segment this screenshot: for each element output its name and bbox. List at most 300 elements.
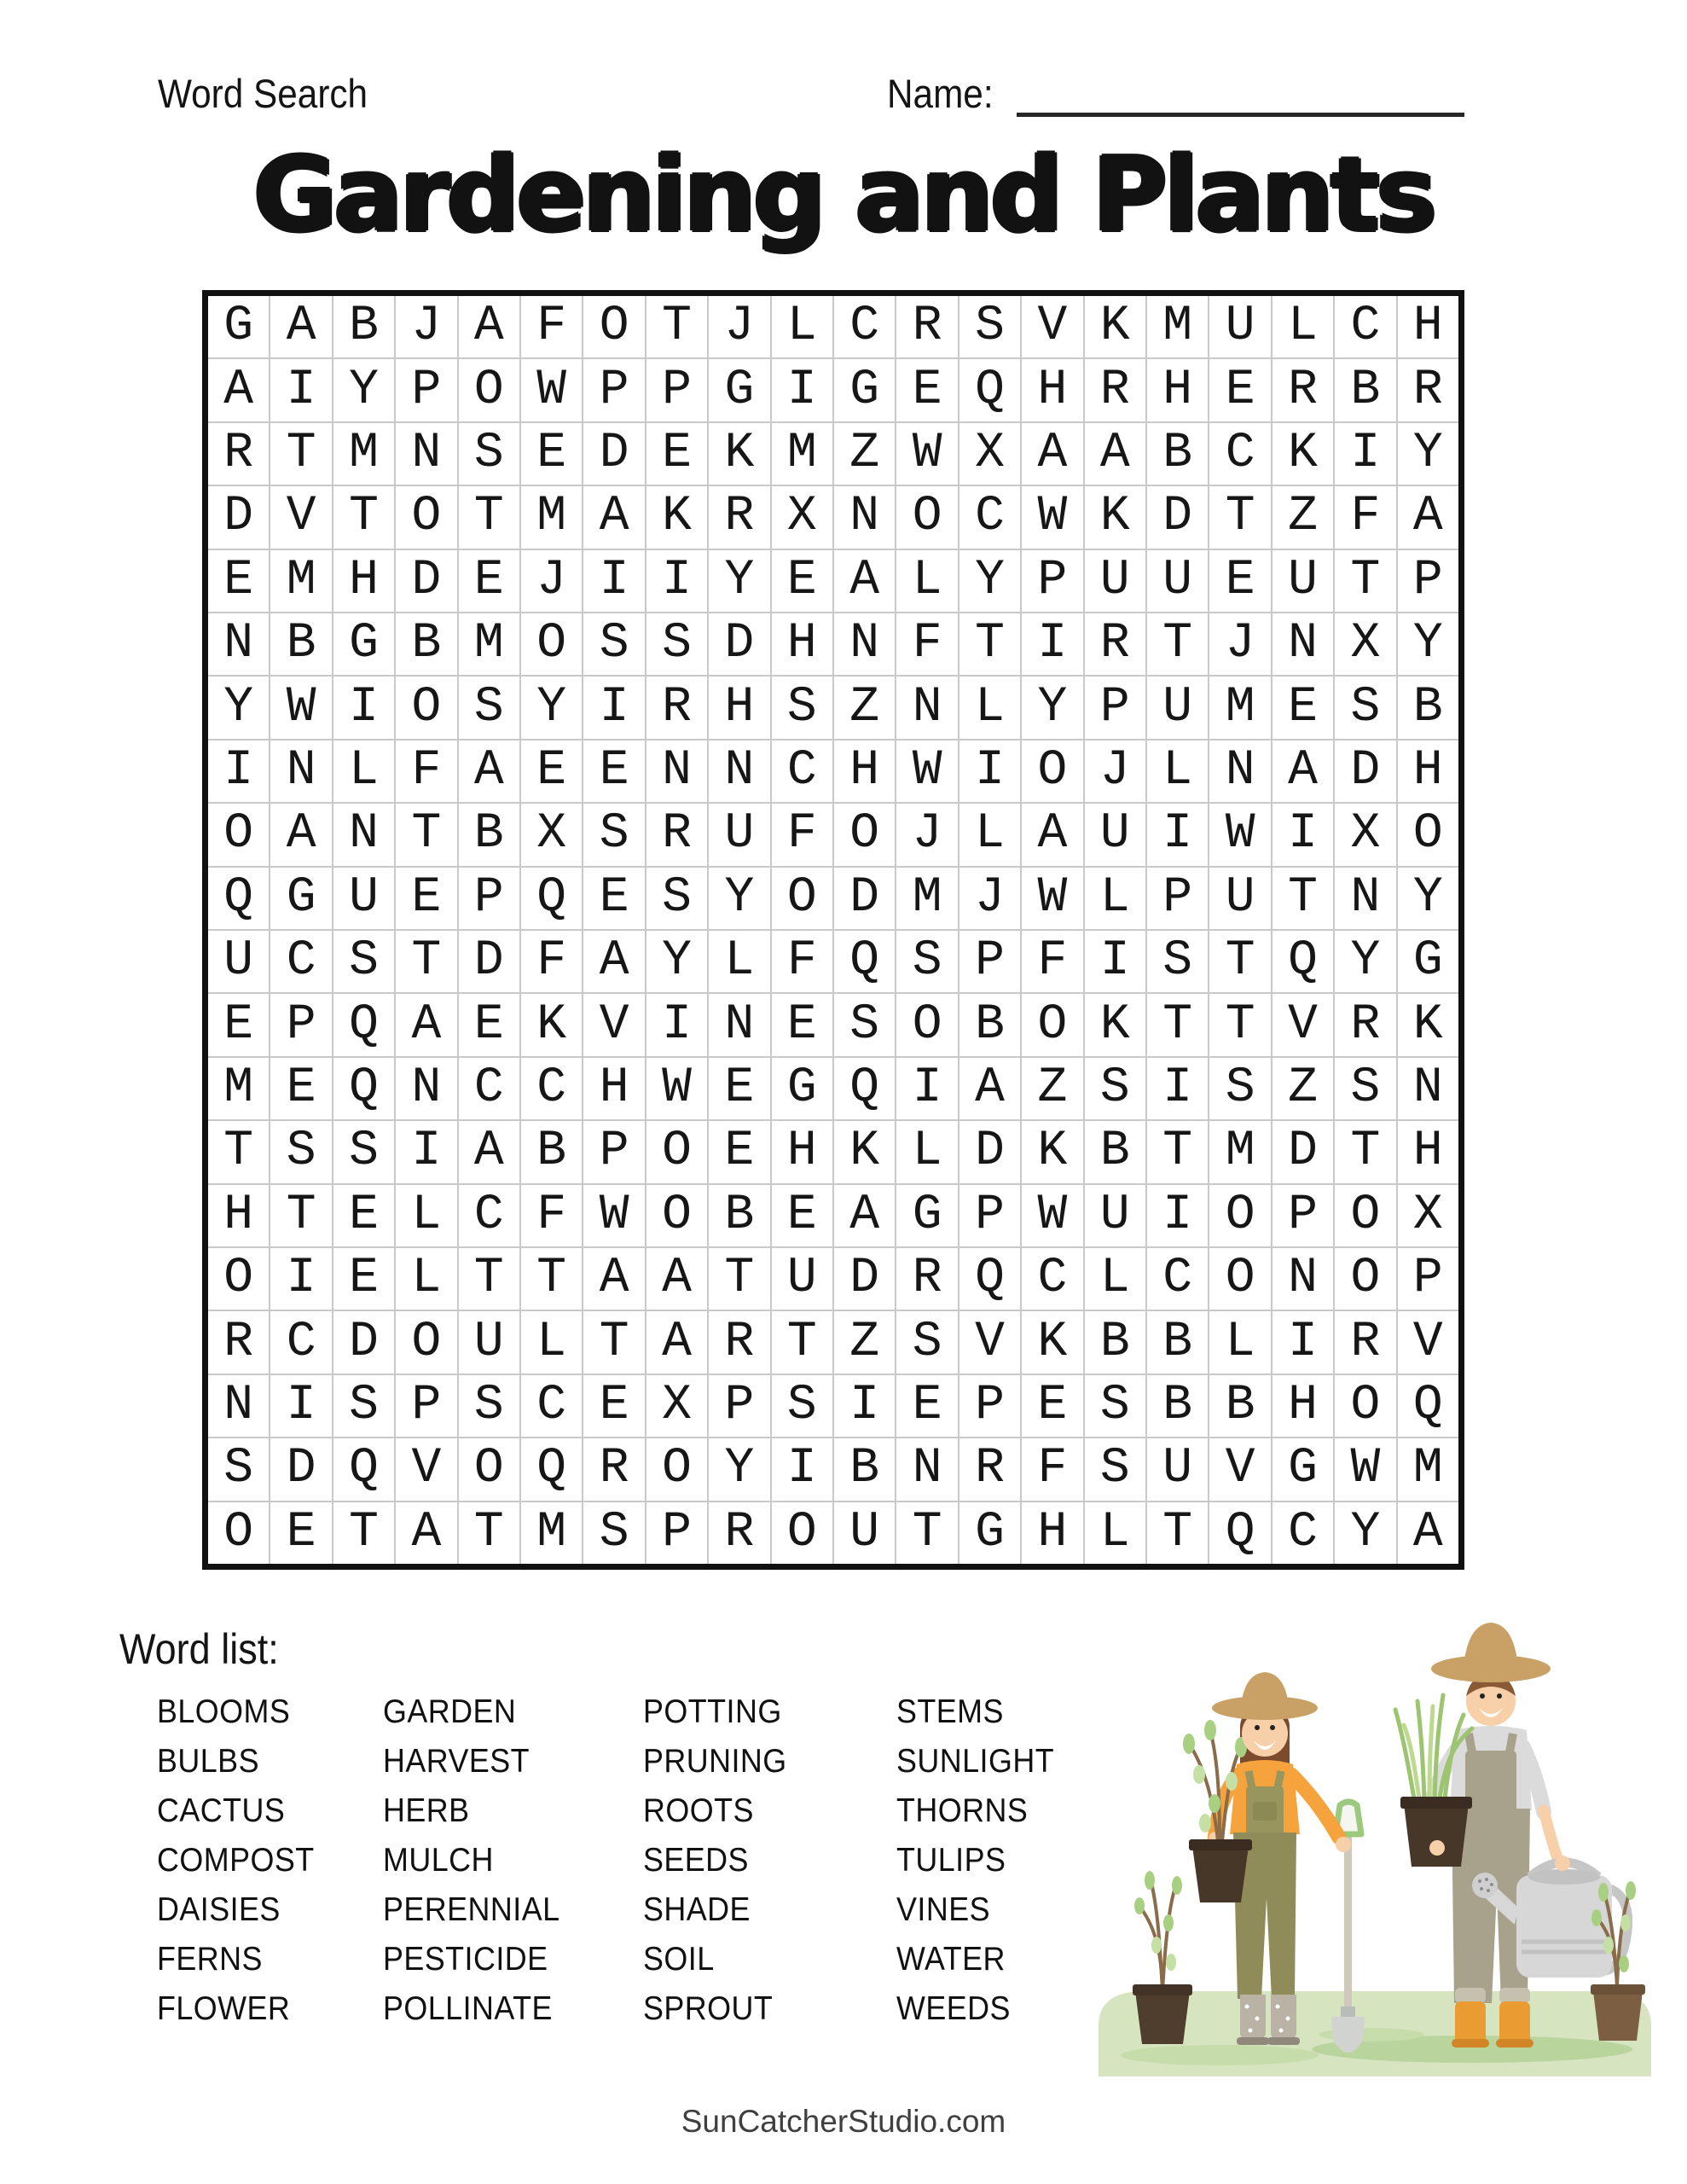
grid-cell: C	[1022, 1248, 1082, 1310]
grid-cell: D	[270, 1438, 331, 1500]
grid-cell: J	[896, 804, 957, 865]
grid-cell: T	[459, 1248, 519, 1310]
grid-cell: H	[1022, 359, 1082, 421]
grid-cell: E	[772, 1185, 832, 1246]
grid-cell: P	[1022, 550, 1082, 612]
grid-cell: E	[1209, 359, 1270, 421]
grid-cell: S	[208, 1438, 269, 1500]
word-column	[383, 1687, 560, 2034]
grid-cell: H	[333, 550, 394, 612]
grid-cell: Y	[709, 550, 769, 612]
grid-cell: G	[834, 359, 895, 421]
grid-cell: B	[1398, 677, 1458, 738]
grid-cell: W	[896, 423, 957, 485]
grid-cell: R	[709, 1311, 769, 1373]
grid-cell: I	[1022, 613, 1082, 675]
grid-cell: M	[521, 486, 582, 548]
grid-cell: O	[396, 677, 456, 738]
grid-cell: P	[396, 359, 456, 421]
grid-cell: P	[1272, 1185, 1333, 1246]
grid-cell: Q	[834, 1058, 895, 1119]
grid-cell: D	[583, 423, 644, 485]
grid-cell: L	[1147, 741, 1208, 802]
grid-cell: M	[270, 550, 331, 612]
grid-cell: F	[521, 1185, 582, 1246]
grid-cell: Y	[1022, 677, 1082, 738]
grid-cell: L	[709, 931, 769, 992]
grid-cell: B	[1335, 359, 1395, 421]
grid-cell: D	[208, 486, 269, 548]
grid-cell: H	[1022, 1502, 1082, 1564]
grid-cell: T	[270, 423, 331, 485]
grid-cell: S	[333, 931, 394, 992]
grid-cell: S	[270, 1121, 331, 1182]
grid-cell: O	[459, 359, 519, 421]
word-list-item: SOIL	[643, 1941, 715, 1978]
grid-cell: E	[208, 550, 269, 612]
grid-cell: B	[1085, 1121, 1145, 1182]
grid-cell: J	[1209, 613, 1270, 675]
grid-cell: E	[709, 1058, 769, 1119]
grid-cell: R	[208, 1311, 269, 1373]
grid-cell: W	[521, 359, 582, 421]
grid-cell: S	[1085, 1375, 1145, 1437]
grid-cell: K	[646, 486, 707, 548]
grid-cell: A	[459, 1121, 519, 1182]
grid-cell: O	[459, 1438, 519, 1500]
grid-cell: L	[1272, 296, 1333, 357]
grid-cell: L	[1085, 868, 1145, 929]
grid-cell: R	[709, 1502, 769, 1564]
grid-cell: W	[583, 1185, 644, 1246]
grid-cell: U	[834, 1502, 895, 1564]
grid-cell: A	[1022, 804, 1082, 865]
grid-cell: O	[521, 613, 582, 675]
word-list-item: SPROUT	[643, 1990, 774, 2027]
grid-cell: H	[1398, 741, 1458, 802]
grid-cell: E	[896, 1375, 957, 1437]
grid-cell: N	[1272, 1248, 1333, 1310]
grid-cell: Q	[521, 868, 582, 929]
word-list-item: FERNS	[157, 1941, 263, 1978]
word-column	[157, 1687, 315, 2034]
grid-cell: A	[1398, 486, 1458, 548]
page-title: Gardening and Plants	[253, 136, 1434, 255]
grid-cell: Y	[709, 1438, 769, 1500]
grid-cell: I	[1335, 423, 1395, 485]
grid-cell: V	[270, 486, 331, 548]
grid-cell: I	[646, 994, 707, 1055]
grid-cell: K	[1085, 486, 1145, 548]
grid-cell: L	[896, 1121, 957, 1182]
grid-cell: E	[270, 1502, 331, 1564]
grid-cell: I	[1085, 931, 1145, 992]
grid-cell: J	[1085, 741, 1145, 802]
grid-cell: K	[1085, 296, 1145, 357]
grid-cell: S	[896, 1311, 957, 1373]
grid-cell: I	[1272, 804, 1333, 865]
grid-cell: U	[208, 931, 269, 992]
grid-cell: Q	[1209, 1502, 1270, 1564]
gardeners-illustration	[1090, 1606, 1660, 2077]
grid-cell: F	[1022, 931, 1082, 992]
grid-cell: V	[959, 1311, 1020, 1373]
grid-cell: W	[1335, 1438, 1395, 1500]
grid-cell: U	[1085, 804, 1145, 865]
grid-cell: B	[1147, 1311, 1208, 1373]
grid-cell: U	[1085, 550, 1145, 612]
grid-cell: M	[1209, 1121, 1270, 1182]
grid-cell: Y	[1398, 868, 1458, 929]
grid-cell: R	[1398, 359, 1458, 421]
grid-cell: R	[646, 677, 707, 738]
grid-cell: L	[1085, 1502, 1145, 1564]
word-column	[896, 1687, 1054, 2034]
grid-cell: F	[521, 296, 582, 357]
grid-cell: T	[1147, 994, 1208, 1055]
grid-cell: I	[646, 550, 707, 612]
grid-cell: S	[772, 677, 832, 738]
grid-cell: T	[1147, 1502, 1208, 1564]
grid-cell: H	[772, 1121, 832, 1182]
grid-cell: R	[1272, 359, 1333, 421]
grid-cell: B	[1147, 1375, 1208, 1437]
grid-cell: P	[396, 1375, 456, 1437]
grid-cell: J	[396, 296, 456, 357]
grid-cell: E	[333, 1185, 394, 1246]
grid-cell: S	[1085, 1438, 1145, 1500]
grid-cell: O	[1209, 1248, 1270, 1310]
grid-cell: M	[896, 868, 957, 929]
grid-cell: I	[1147, 1058, 1208, 1119]
grid-cell: I	[333, 677, 394, 738]
grid-cell: R	[1085, 613, 1145, 675]
grid-cell: N	[1398, 1058, 1458, 1119]
word-list-item: CACTUS	[157, 1792, 286, 1829]
grid-cell: S	[1335, 1058, 1395, 1119]
grid-cell: I	[270, 359, 331, 421]
grid-cell: E	[521, 741, 582, 802]
grid-cell: U	[772, 1248, 832, 1310]
grid-cell: I	[959, 741, 1020, 802]
grid-cell: O	[646, 1438, 707, 1500]
grid-cell: B	[396, 613, 456, 675]
grid-cell: G	[1272, 1438, 1333, 1500]
grid-cell: B	[521, 1121, 582, 1182]
grid-cell: X	[646, 1375, 707, 1437]
grid-cell: D	[1335, 741, 1395, 802]
grid-cell: V	[1398, 1311, 1458, 1373]
grid-cell: I	[896, 1058, 957, 1119]
word-list-item: HARVEST	[383, 1743, 530, 1780]
grid-cell: S	[583, 804, 644, 865]
grid-cell: R	[709, 486, 769, 548]
word-list-heading: Word list:	[119, 1625, 279, 1673]
word-list-item: POLLINATE	[383, 1990, 553, 2027]
grid-cell: T	[646, 296, 707, 357]
grid-cell: B	[333, 296, 394, 357]
grid-cell: I	[1147, 804, 1208, 865]
grid-cell: E	[896, 359, 957, 421]
grid-cell: H	[1272, 1375, 1333, 1437]
grid-cell: V	[396, 1438, 456, 1500]
grid-cell: Q	[333, 1438, 394, 1500]
grid-cell: A	[583, 1248, 644, 1310]
grid-cell: N	[709, 741, 769, 802]
word-list-item: FLOWER	[157, 1990, 291, 2027]
grid-cell: T	[583, 1311, 644, 1373]
grid-cell: Y	[709, 868, 769, 929]
grid-cell: C	[834, 296, 895, 357]
grid-cell: Y	[333, 359, 394, 421]
grid-cell: U	[1147, 677, 1208, 738]
grid-cell: M	[521, 1502, 582, 1564]
grid-cell: M	[1147, 296, 1208, 357]
grid-cell: C	[270, 1311, 331, 1373]
grid-cell: B	[834, 1438, 895, 1500]
grid-cell: W	[1022, 868, 1082, 929]
word-list-item: STEMS	[896, 1693, 1004, 1730]
grid-cell: U	[1085, 1185, 1145, 1246]
grid-cell: A	[583, 931, 644, 992]
grid-cell: Y	[1398, 613, 1458, 675]
grid-cell: D	[709, 613, 769, 675]
grid-cell: E	[396, 868, 456, 929]
word-list-item: ROOTS	[643, 1792, 754, 1829]
grid-cell: X	[521, 804, 582, 865]
grid-cell: N	[333, 804, 394, 865]
grid-cell: S	[1085, 1058, 1145, 1119]
grid-cell: A	[1272, 741, 1333, 802]
word-list-item: THORNS	[896, 1792, 1029, 1829]
word-list-item: GARDEN	[383, 1693, 517, 1730]
grid-cell: E	[1022, 1375, 1082, 1437]
puzzle-grid	[202, 290, 1464, 1570]
grid-cell: N	[646, 741, 707, 802]
grid-cell: X	[1335, 613, 1395, 675]
grid-cell: I	[1147, 1185, 1208, 1246]
grid-cell: E	[772, 994, 832, 1055]
grid-cell: W	[1209, 804, 1270, 865]
word-list-item: MULCH	[383, 1842, 494, 1879]
grid-cell: U	[1272, 550, 1333, 612]
grid-cell: C	[1209, 423, 1270, 485]
word-column	[643, 1687, 787, 2034]
grid-cell: T	[333, 486, 394, 548]
grid-cell: U	[1147, 550, 1208, 612]
word-list-item: SUNLIGHT	[896, 1743, 1055, 1780]
grid-cell: B	[1147, 423, 1208, 485]
grid-cell: P	[646, 1502, 707, 1564]
grid-cell: T	[1147, 613, 1208, 675]
grid-cell: G	[896, 1185, 957, 1246]
name-blank-line	[1017, 78, 1464, 117]
grid-cell: N	[1272, 613, 1333, 675]
grid-cell: M	[459, 613, 519, 675]
grid-cell: P	[959, 1375, 1020, 1437]
grid-cell: O	[208, 1502, 269, 1564]
grid-cell: P	[709, 1375, 769, 1437]
grid-cell: N	[834, 613, 895, 675]
grid-cell: Y	[1335, 931, 1395, 992]
grid-cell: T	[270, 1185, 331, 1246]
grid-cell: T	[959, 613, 1020, 675]
grid-cell: N	[1335, 868, 1395, 929]
grid-cell: N	[896, 1438, 957, 1500]
grid-cell: T	[459, 1502, 519, 1564]
word-list-item: BLOOMS	[157, 1693, 291, 1730]
grid-cell: N	[709, 994, 769, 1055]
word-list-item: SHADE	[643, 1891, 751, 1928]
grid-cell: O	[1335, 1248, 1395, 1310]
grid-cell: P	[646, 359, 707, 421]
grid-cell: R	[208, 423, 269, 485]
grid-cell: L	[896, 550, 957, 612]
grid-cell: O	[396, 1311, 456, 1373]
word-list-item: WATER	[896, 1941, 1006, 1978]
grid-cell: U	[1209, 868, 1270, 929]
grid-cell: N	[834, 486, 895, 548]
grid-cell: O	[1335, 1185, 1395, 1246]
grid-cell: Y	[646, 931, 707, 992]
grid-cell: D	[834, 1248, 895, 1310]
grid-cell: T	[1335, 1121, 1395, 1182]
grid-cell: H	[583, 1058, 644, 1119]
name-field	[887, 70, 1464, 117]
grid-cell: K	[521, 994, 582, 1055]
grid-cell: R	[959, 1438, 1020, 1500]
grid-cell: Y	[208, 677, 269, 738]
grid-cell: S	[333, 1121, 394, 1182]
grid-cell: B	[270, 613, 331, 675]
grid-cell: D	[1147, 486, 1208, 548]
grid-cell: P	[459, 868, 519, 929]
grid-cell: N	[208, 613, 269, 675]
grid-cell: W	[1022, 486, 1082, 548]
website-credit: SunCatcherStudio.com	[681, 2104, 1006, 2139]
grid-cell: O	[1022, 741, 1082, 802]
grid-cell: K	[834, 1121, 895, 1182]
grid-cell: C	[521, 1058, 582, 1119]
grid-cell: O	[208, 1248, 269, 1310]
grid-cell: S	[459, 677, 519, 738]
grid-cell: E	[208, 994, 269, 1055]
grid-cell: S	[1147, 931, 1208, 992]
grid-cell: P	[1398, 550, 1458, 612]
grid-cell: W	[646, 1058, 707, 1119]
grid-cell: D	[396, 550, 456, 612]
grid-cell: I	[270, 1248, 331, 1310]
grid-cell: P	[1085, 677, 1145, 738]
grid-cell: C	[1335, 296, 1395, 357]
word-list-item: TULIPS	[896, 1842, 1006, 1879]
grid-cell: A	[1022, 423, 1082, 485]
grid-cell: L	[1085, 1248, 1145, 1310]
grid-cell: R	[1335, 994, 1395, 1055]
grid-cell: Z	[1272, 1058, 1333, 1119]
grid-cell: B	[1209, 1375, 1270, 1437]
grid-cell: Q	[333, 994, 394, 1055]
word-list-item: COMPOST	[157, 1842, 315, 1879]
grid-cell: Y	[1398, 423, 1458, 485]
grid-cell: M	[1209, 677, 1270, 738]
grid-cell: R	[646, 804, 707, 865]
grid-cell: A	[396, 994, 456, 1055]
grid-cell: U	[1209, 296, 1270, 357]
grid-cell: K	[1022, 1121, 1082, 1182]
grid-cell: W	[1022, 1185, 1082, 1246]
grid-cell: U	[709, 804, 769, 865]
grid-cell: P	[1147, 868, 1208, 929]
grid-cell: T	[396, 931, 456, 992]
grid-cell: I	[583, 677, 644, 738]
grid-cell: C	[459, 1058, 519, 1119]
grid-cell: E	[459, 550, 519, 612]
grid-cell: O	[208, 804, 269, 865]
grid-cell: C	[1272, 1502, 1333, 1564]
grid-cell: F	[1335, 486, 1395, 548]
grid-cell: O	[1398, 804, 1458, 865]
word-list-item: PERENNIAL	[383, 1891, 560, 1928]
grid-cell: K	[709, 423, 769, 485]
grid-cell: E	[1209, 550, 1270, 612]
grid-cell: R	[896, 296, 957, 357]
grid-cell: G	[333, 613, 394, 675]
grid-cell: S	[834, 994, 895, 1055]
grid-cell: A	[208, 359, 269, 421]
grid-cell: U	[1147, 1438, 1208, 1500]
grid-cell: P	[1398, 1248, 1458, 1310]
grid-cell: I	[1272, 1311, 1333, 1373]
grid-cell: O	[396, 486, 456, 548]
word-list-item: BULBS	[157, 1743, 259, 1780]
grid-cell: T	[521, 1248, 582, 1310]
grid-cell: C	[270, 931, 331, 992]
grid-cell: S	[959, 296, 1020, 357]
grid-cell: D	[1272, 1121, 1333, 1182]
grid-cell: D	[459, 931, 519, 992]
word-list-item: DAISIES	[157, 1891, 281, 1928]
grid-cell: G	[772, 1058, 832, 1119]
grid-cell: N	[396, 1058, 456, 1119]
grid-cell: T	[333, 1502, 394, 1564]
grid-cell: I	[834, 1375, 895, 1437]
grid-cell: J	[521, 550, 582, 612]
grid-cell: L	[959, 677, 1020, 738]
grid-cell: O	[646, 1185, 707, 1246]
grid-cell: J	[959, 868, 1020, 929]
grid-cell: O	[772, 1502, 832, 1564]
grid-cell: A	[959, 1058, 1020, 1119]
grid-cell: O	[1209, 1185, 1270, 1246]
grid-cell: H	[834, 741, 895, 802]
grid-cell: T	[772, 1311, 832, 1373]
grid-cell: T	[1209, 994, 1270, 1055]
grid-cell: L	[1209, 1311, 1270, 1373]
grid-cell: T	[208, 1121, 269, 1182]
grid-cell: T	[1335, 550, 1395, 612]
grid-cell: L	[772, 296, 832, 357]
grid-cell: F	[521, 931, 582, 992]
grid-cell: P	[959, 931, 1020, 992]
grid-cell: R	[1085, 359, 1145, 421]
grid-cell: A	[646, 1248, 707, 1310]
grid-cell: S	[772, 1375, 832, 1437]
grid-cell: C	[521, 1375, 582, 1437]
grid-cell: K	[1272, 423, 1333, 485]
grid-cell: A	[583, 486, 644, 548]
grid-cell: A	[834, 1185, 895, 1246]
